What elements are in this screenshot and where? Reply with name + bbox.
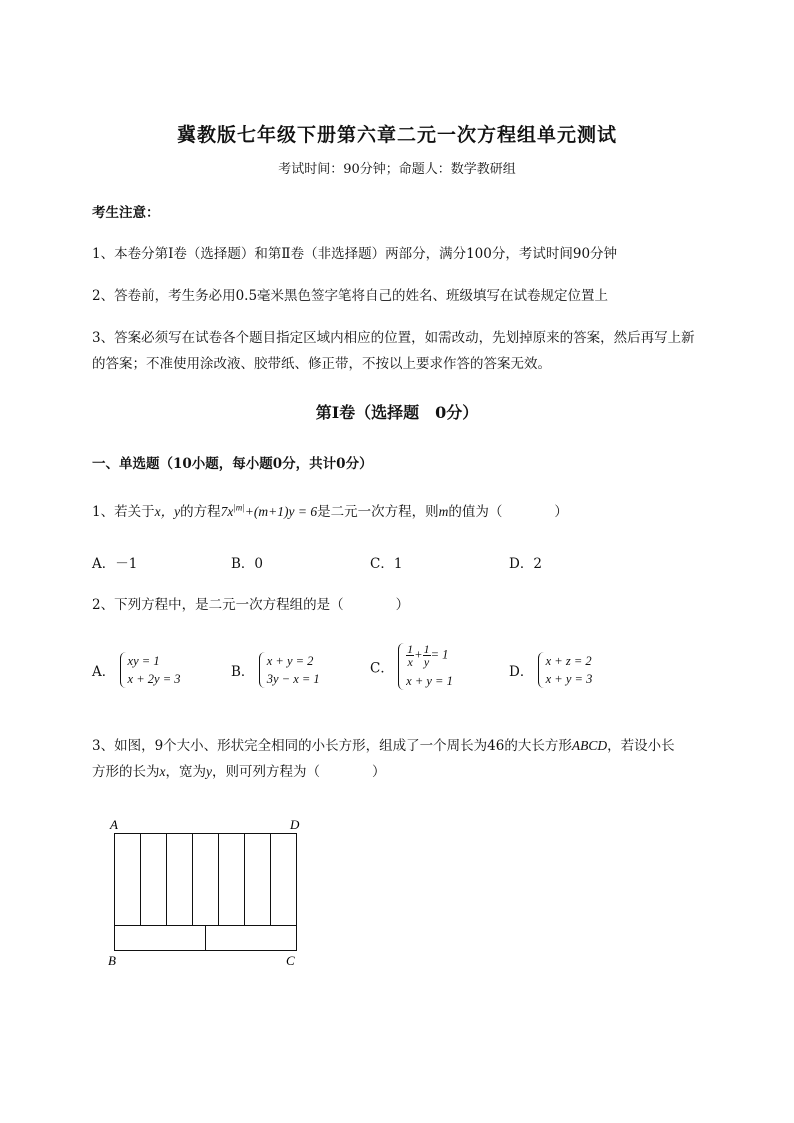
q1-option-d[interactable]: D．2 — [509, 556, 542, 572]
q3-abcd: ABCD — [571, 738, 608, 753]
notice-item-3-continued: 的答案；不准使用涂改液、胶带纸、修正带，不按以上要求作答的答案无效。 — [92, 356, 551, 372]
question-1-stem — [92, 500, 568, 520]
q3-y: y — [206, 764, 212, 779]
q2-b-eq2: 3y − x = 1 — [266, 672, 320, 686]
q3-x: x — [159, 764, 166, 779]
q3-text-a: 3、如图，9个大小、形状完全相同的小长方形，组成了一个周长为46的大长方形 — [92, 738, 572, 754]
q2-c-eq1 — [406, 643, 453, 668]
q2-c-eq2: x + y = 1 — [406, 674, 453, 688]
q3-close: ） — [372, 764, 386, 780]
rectangle-diagram — [104, 815, 314, 975]
q1-suffix: 是二元一次方程，则 — [317, 504, 439, 520]
exam-subtitle: 考试时间：90分钟；命题人：数学教研组 — [278, 162, 516, 177]
q1-option-c[interactable]: C．1 — [370, 556, 403, 572]
rectangle-figure — [104, 815, 314, 975]
brace-icon — [120, 652, 127, 688]
question-2-stem — [92, 593, 409, 613]
q2-option-a-label: A． — [92, 664, 116, 680]
q1-var-m: m — [438, 504, 449, 519]
q2-option-c-label: C． — [370, 660, 394, 677]
figure-lines — [115, 834, 297, 951]
label-c: C — [286, 953, 295, 968]
exam-title: 冀教版七年级下册第六章二元一次方程组单元测试 — [176, 124, 617, 146]
q1-exponent: |m| — [233, 502, 245, 513]
q1-prefix: 1、若关于 — [92, 504, 155, 520]
q1-equation: 7x — [220, 504, 234, 519]
numerator: 1 — [423, 642, 430, 656]
equation-system-a — [120, 652, 181, 688]
q3-text-c: 方形的长为 — [92, 764, 160, 780]
q1-vars: x，y — [154, 504, 181, 519]
q2-a-eq1: xy = 1 — [127, 654, 160, 668]
section-title: 第Ⅰ卷（选择题 0分） — [315, 403, 479, 422]
plus-sign: + — [414, 647, 423, 662]
q2-a-eq2: x + 2y = 3 — [127, 672, 181, 686]
q2-d-eq2: x + y = 3 — [545, 672, 593, 686]
notice-item-1: 1、本卷分第Ⅰ卷（选择题）和第Ⅱ卷（非选择题）两部分，满分100分，考试时间90分钟 — [92, 246, 618, 262]
q1-close: ） — [554, 504, 568, 520]
brace-icon — [398, 643, 405, 690]
notice-item-2: 2、答卷前，考生务必用0.5毫米黑色签字笔将自己的姓名、班级填写在试卷规定位置上 — [92, 288, 609, 304]
q3-text-b: ，若设小长 — [607, 738, 675, 754]
q1-equation-rest: +(m+1)y = 6 — [244, 504, 318, 519]
q2-option-b-label: B． — [231, 664, 255, 680]
equation-system-c — [398, 643, 453, 690]
q2-stem: 2、下列方程中，是二元一次方程组的是（ — [92, 597, 344, 613]
equals-part: = 1 — [430, 647, 449, 662]
q1-suffix2: 的值为（ — [448, 504, 503, 520]
q1-option-a[interactable]: A．－1 — [92, 556, 138, 572]
q1-option-b[interactable]: B．0 — [231, 556, 264, 572]
numerator: 1 — [407, 642, 414, 656]
q1-mid: 的方程 — [180, 504, 221, 520]
notice-heading: 考生注意： — [92, 205, 160, 221]
fraction-1-over-y — [423, 643, 431, 668]
equation-system-d — [538, 652, 593, 688]
q2-d-eq1: x + z = 2 — [545, 654, 592, 668]
label-a: A — [110, 817, 118, 832]
fraction-1-over-x — [406, 643, 414, 668]
q2-option-d[interactable] — [509, 652, 592, 688]
brace-icon — [259, 652, 266, 688]
q2-b-eq1: x + y = 2 — [266, 654, 314, 668]
part-heading: 一、单选题（10小题，每小题0分，共计0分） — [92, 456, 373, 472]
q2-option-c[interactable] — [370, 643, 453, 690]
label-b: B — [108, 953, 116, 968]
question-3-line-1 — [92, 734, 675, 754]
q2-close: ） — [395, 597, 410, 613]
q2-option-b[interactable] — [231, 652, 320, 688]
q2-option-a[interactable] — [92, 652, 181, 688]
q3-text-d: ，宽为 — [165, 764, 206, 780]
denominator: y — [423, 655, 430, 669]
q3-text-e: ，则可列方程为（ — [212, 764, 320, 780]
equation-system-b — [259, 652, 320, 688]
notice-item-3: 3、答案必须写在试卷各个题目指定区域内相应的位置，如需改动，先划掉原来的答案，然后再写上新 — [92, 330, 695, 346]
denominator: x — [407, 655, 413, 669]
q2-option-d-label: D． — [509, 664, 534, 680]
brace-icon — [538, 652, 545, 688]
label-d: D — [290, 817, 300, 832]
question-3-line-2 — [92, 760, 386, 780]
